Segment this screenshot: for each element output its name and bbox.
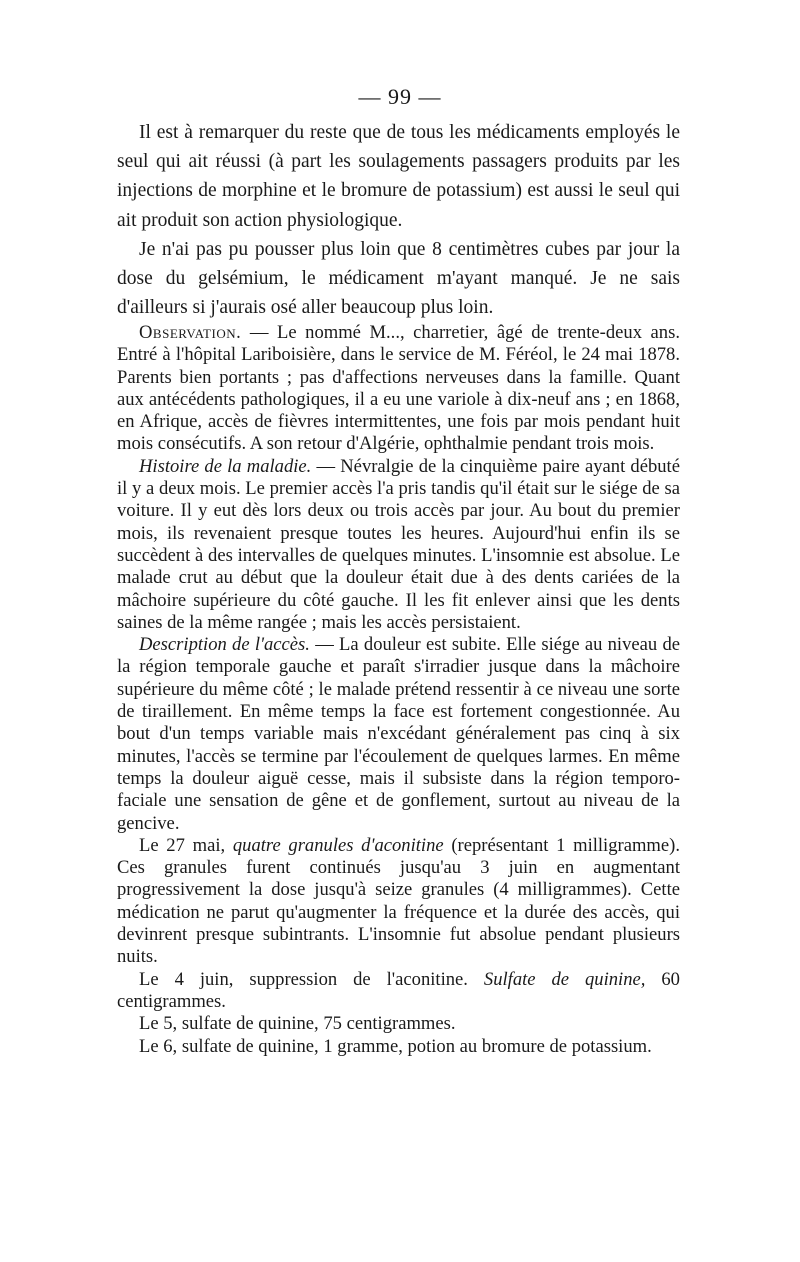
may27-prefix: Le 27 mai, <box>139 834 233 856</box>
history-paragraph <box>117 456 680 634</box>
observation-text: — Le nommé M..., charretier, âgé de trente-deux ans. Entré à l'hôpital Lariboisière, dans le service de M. Féréol, le 24 mai 1878. Parents bien portants ; pas d'affections nerveuses dans la famille. Quant aux antécédents pathologiques, il a eu une variole à dix-neuf ans ; en 1868, en Afrique, accès de fièvres intermittentes, une fois par mois pendant huit mois consécutifs. A son retour d'Algérie, ophthalmie pendant trois mois. <box>117 322 680 455</box>
intro-paragraph-2: Je n'ai pas pu pousser plus loin que 8 centimètres cubes par jour la dose du gelsémium, le médicament m'ayant manqué. Je ne sais d'ailleurs si j'aurais osé aller beaucoup plus loin. <box>117 238 680 319</box>
intro-section <box>117 118 680 322</box>
description-paragraph <box>117 634 680 835</box>
history-heading: Histoire de la maladie. <box>139 455 312 477</box>
june6-paragraph: Le 6, sulfate de quinine, 1 gramme, potion au bromure de potassium. <box>139 1035 652 1057</box>
observation-heading: Observation. <box>139 322 242 343</box>
june4-text: 60 centigrammes. <box>117 968 680 1012</box>
may27-text: (représentant 1 milligramme). Ces granules furent continués jusqu'au 3 juin en augmentant progressivement la dose jusqu'à seize granules (4 milligrammes). Cette médication ne parut qu'augmenter la fréquence et la durée des accès, qui devinrent presque subintrants. L'insomnie fut absolue pendant plusieurs nuits. <box>117 834 680 968</box>
june4-prefix: Le 4 juin, suppression de l'aconitine. <box>139 968 484 990</box>
description-heading: Description de l'accès. <box>139 634 310 656</box>
intro-paragraph-1: Il est à remarquer du reste que de tous les médicaments employés le seul qui ait réussi (à part les soulagements passagers produits par les injections de morphine et le bromure de potassium) est aussi le seul qui ait produit son action physiologique. <box>117 122 680 231</box>
june4-paragraph <box>117 969 680 1014</box>
may27-emphasis: quatre granules d'aconitine <box>232 834 444 856</box>
june4-emphasis: Sulfate de quinine, <box>483 968 646 990</box>
page-number: — 99 — <box>358 84 442 109</box>
history-text: — Névralgie de la cinquième paire ayant débuté il y a deux mois. Le premier accès l'a pris tandis qu'il était sur le siége de sa voiture. Il y eut dès lors deux ou trois accès par jour. Au bout du premier mois, ils revenaient presque toutes les heures. Aujourd'hui enfin ils se succèdent à des intervalles de quelques minutes. L'insomnie est absolue. Le malade crut au début que la douleur était due à des dents cariées de la mâchoire supérieure du côté gauche. Il les fit enlever ainsi que les dents saines de la même rangée ; mais les accès persistaient. <box>117 455 680 633</box>
observation-paragraph <box>117 322 680 456</box>
may27-paragraph <box>117 835 680 969</box>
description-text: — La douleur est subite. Elle siége au niveau de la région temporale gauche et paraît s'irradier jusque dans la mâchoire supérieure du même côté ; le malade prétend ressentir à ce niveau une sorte de tiraillement. En même temps la face est fortement congestionnée. Au bout d'un temps variable mais n'excédant généralement pas cinq à six minutes, l'accès se termine par l'écoulement de quelques larmes. En même temps la douleur aiguë cesse, mais il subsiste dans la région temporo-faciale une sensation de gêne et de gonflement, surtout au niveau de la gencive. <box>117 634 680 834</box>
observation-section <box>117 322 680 1058</box>
june5-paragraph: Le 5, sulfate de quinine, 75 centigrammes. <box>139 1013 456 1035</box>
